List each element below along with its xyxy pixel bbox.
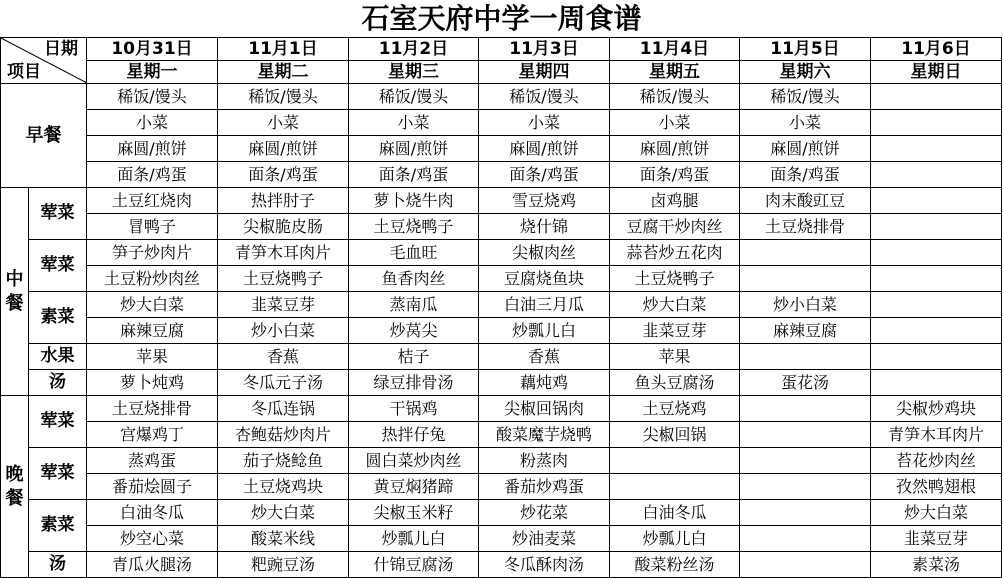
dish-cell: 尖椒玉米籽 — [349, 500, 479, 526]
date-header: 11月1日 — [218, 38, 349, 61]
category-label: 素菜 — [29, 292, 87, 344]
dish-cell: 尖椒回锅肉 — [479, 396, 610, 422]
dish-cell: 香蕉 — [479, 344, 610, 370]
meal-label-breakfast: 早餐 — [1, 84, 87, 188]
dish-cell: 尖椒肉丝 — [479, 240, 610, 266]
dish-cell: 稀饭/馒头 — [740, 84, 871, 110]
dish-cell: 番茄炒鸡蛋 — [479, 474, 610, 500]
dish-cell: 土豆烧鸭子 — [218, 266, 349, 292]
dish-cell: 萝卜炖鸡 — [87, 370, 218, 396]
dish-cell: 卤鸡腿 — [610, 188, 740, 214]
dish-cell: 冬瓜酥肉汤 — [479, 552, 610, 578]
dish-cell: 稀饭/馒头 — [87, 84, 218, 110]
category-label: 荤菜 — [29, 188, 87, 240]
dish-cell: 炒大白菜 — [610, 292, 740, 318]
dish-cell: 炒瓢儿白 — [610, 526, 740, 552]
dish-cell: 炒瓢儿白 — [479, 318, 610, 344]
dish-cell: 酸菜米线 — [218, 526, 349, 552]
dish-cell: 土豆烧排骨 — [740, 214, 871, 240]
dish-cell: 炒大白菜 — [87, 292, 218, 318]
dish-cell: 面条/鸡蛋 — [87, 162, 218, 188]
dish-cell: 麻圆/煎饼 — [610, 136, 740, 162]
dish-cell: 番茄烩圆子 — [87, 474, 218, 500]
dish-cell: 炒大白菜 — [871, 500, 1002, 526]
dish-cell: 炒小白菜 — [218, 318, 349, 344]
dish-cell: 炒小白菜 — [740, 292, 871, 318]
category-label: 荤菜 — [29, 240, 87, 292]
date-header: 11月5日 — [740, 38, 871, 61]
dish-cell — [871, 188, 1002, 214]
weekday-header: 星期三 — [349, 61, 479, 84]
dish-cell: 小菜 — [479, 110, 610, 136]
dish-cell: 藕炖鸡 — [479, 370, 610, 396]
dish-cell — [740, 474, 871, 500]
dish-cell: 尖椒炒鸡块 — [871, 396, 1002, 422]
dish-cell: 冒鸭子 — [87, 214, 218, 240]
dish-cell: 炒瓢儿白 — [349, 526, 479, 552]
dish-cell: 面条/鸡蛋 — [479, 162, 610, 188]
dish-cell — [740, 240, 871, 266]
dish-cell: 宫爆鸡丁 — [87, 422, 218, 448]
dish-cell: 稀饭/馒头 — [610, 84, 740, 110]
dish-cell — [871, 136, 1002, 162]
dish-cell: 土豆红烧肉 — [87, 188, 218, 214]
dish-cell: 热拌肘子 — [218, 188, 349, 214]
dish-cell: 面条/鸡蛋 — [740, 162, 871, 188]
dish-cell — [740, 344, 871, 370]
category-label: 荤菜 — [29, 396, 87, 448]
dish-cell: 苔花炒肉丝 — [871, 448, 1002, 474]
dish-cell: 面条/鸡蛋 — [610, 162, 740, 188]
date-header: 11月6日 — [871, 38, 1002, 61]
dish-cell: 韭菜豆芽 — [871, 526, 1002, 552]
dish-cell: 粑豌豆汤 — [218, 552, 349, 578]
dish-cell: 麻圆/煎饼 — [479, 136, 610, 162]
dish-cell: 小菜 — [740, 110, 871, 136]
dish-cell: 杏鲍菇炒肉片 — [218, 422, 349, 448]
weekday-header: 星期四 — [479, 61, 610, 84]
dish-cell: 萝卜烧牛肉 — [349, 188, 479, 214]
dish-cell: 白油冬瓜 — [87, 500, 218, 526]
dish-cell: 麻辣豆腐 — [740, 318, 871, 344]
dish-cell: 麻圆/煎饼 — [349, 136, 479, 162]
menu-table — [0, 37, 1002, 578]
dish-cell — [740, 500, 871, 526]
category-label: 荤菜 — [29, 448, 87, 500]
dish-cell: 鱼头豆腐汤 — [610, 370, 740, 396]
weekday-header: 星期一 — [87, 61, 218, 84]
dish-cell: 酸菜魔芋烧鸭 — [479, 422, 610, 448]
category-label: 汤 — [29, 370, 87, 396]
dish-cell — [740, 396, 871, 422]
dish-cell: 麻圆/煎饼 — [87, 136, 218, 162]
dish-cell: 冬瓜元子汤 — [218, 370, 349, 396]
dish-cell: 黄豆焖猪蹄 — [349, 474, 479, 500]
category-label: 汤 — [29, 552, 87, 578]
dish-cell: 土豆粉炒肉丝 — [87, 266, 218, 292]
dish-cell: 烧什锦 — [479, 214, 610, 240]
date-label: 日期 — [44, 39, 78, 59]
dish-cell: 蒜苔炒五花肉 — [610, 240, 740, 266]
dish-cell — [740, 266, 871, 292]
dish-cell: 麻辣豆腐 — [87, 318, 218, 344]
weekday-header: 星期五 — [610, 61, 740, 84]
item-label: 项目 — [7, 62, 41, 82]
weekday-header: 星期日 — [871, 61, 1002, 84]
dish-cell: 稀饭/馒头 — [349, 84, 479, 110]
dish-cell: 尖椒回锅 — [610, 422, 740, 448]
dish-cell: 蒸鸡蛋 — [87, 448, 218, 474]
dish-cell: 干锅鸡 — [349, 396, 479, 422]
dish-cell — [871, 266, 1002, 292]
dish-cell: 小菜 — [349, 110, 479, 136]
weekday-header: 星期六 — [740, 61, 871, 84]
dish-cell — [610, 448, 740, 474]
header-corner-cell — [1, 38, 87, 84]
dish-cell: 韭菜豆芽 — [610, 318, 740, 344]
dish-cell: 白油冬瓜 — [610, 500, 740, 526]
dish-cell — [871, 110, 1002, 136]
dish-cell: 炒莴尖 — [349, 318, 479, 344]
dish-cell — [740, 552, 871, 578]
dish-cell: 肉末酸豇豆 — [740, 188, 871, 214]
date-header: 11月2日 — [349, 38, 479, 61]
dish-cell: 茄子烧鲶鱼 — [218, 448, 349, 474]
dish-cell — [871, 370, 1002, 396]
dish-cell: 面条/鸡蛋 — [349, 162, 479, 188]
dish-cell: 酸菜粉丝汤 — [610, 552, 740, 578]
dish-cell: 什锦豆腐汤 — [349, 552, 479, 578]
dish-cell: 青笋木耳肉片 — [218, 240, 349, 266]
dish-cell — [871, 84, 1002, 110]
category-label: 水果 — [29, 344, 87, 370]
dish-cell — [871, 240, 1002, 266]
dish-cell: 桔子 — [349, 344, 479, 370]
dish-cell: 土豆烧排骨 — [87, 396, 218, 422]
dish-cell: 小菜 — [610, 110, 740, 136]
dish-cell: 青笋木耳肉片 — [871, 422, 1002, 448]
date-header: 10月31日 — [87, 38, 218, 61]
dish-cell: 稀饭/馒头 — [218, 84, 349, 110]
dish-cell: 苹果 — [87, 344, 218, 370]
meal-label-lunch: 中 餐 — [1, 188, 29, 396]
dish-cell — [610, 474, 740, 500]
dish-cell — [740, 422, 871, 448]
meal-label-dinner: 晚 餐 — [1, 396, 29, 578]
dish-cell — [871, 344, 1002, 370]
dish-cell: 青瓜火腿汤 — [87, 552, 218, 578]
dish-cell: 炒大白菜 — [218, 500, 349, 526]
dish-cell: 土豆烧鸭子 — [349, 214, 479, 240]
dish-cell — [871, 318, 1002, 344]
weekday-header: 星期二 — [218, 61, 349, 84]
date-header: 11月4日 — [610, 38, 740, 61]
dish-cell — [871, 292, 1002, 318]
dish-cell: 面条/鸡蛋 — [218, 162, 349, 188]
dish-cell — [871, 214, 1002, 240]
dish-cell: 麻圆/煎饼 — [740, 136, 871, 162]
dish-cell: 绿豆排骨汤 — [349, 370, 479, 396]
dish-cell: 豆腐烧鱼块 — [479, 266, 610, 292]
dish-cell: 炒空心菜 — [87, 526, 218, 552]
dish-cell: 小菜 — [87, 110, 218, 136]
dish-cell: 豆腐干炒肉丝 — [610, 214, 740, 240]
dish-cell: 炒油麦菜 — [479, 526, 610, 552]
dish-cell: 尖椒脆皮肠 — [218, 214, 349, 240]
dish-cell: 素菜汤 — [871, 552, 1002, 578]
dish-cell: 土豆烧鸭子 — [610, 266, 740, 292]
dish-cell — [740, 526, 871, 552]
page-title: 石室天府中学一周食谱 — [361, 2, 642, 35]
dish-cell: 炒花菜 — [479, 500, 610, 526]
dish-cell: 冬瓜连锅 — [218, 396, 349, 422]
dish-cell: 小菜 — [218, 110, 349, 136]
dish-cell: 韭菜豆芽 — [218, 292, 349, 318]
dish-cell: 雪豆烧鸡 — [479, 188, 610, 214]
dish-cell: 毛血旺 — [349, 240, 479, 266]
date-header: 11月3日 — [479, 38, 610, 61]
dish-cell: 孜然鸭翅根 — [871, 474, 1002, 500]
dish-cell: 笋子炒肉片 — [87, 240, 218, 266]
dish-cell: 苹果 — [610, 344, 740, 370]
dish-cell — [871, 162, 1002, 188]
dish-cell: 香蕉 — [218, 344, 349, 370]
dish-cell: 白油三月瓜 — [479, 292, 610, 318]
dish-cell: 土豆烧鸡 — [610, 396, 740, 422]
dish-cell: 热拌仔兔 — [349, 422, 479, 448]
dish-cell: 圆白菜炒肉丝 — [349, 448, 479, 474]
dish-cell: 粉蒸肉 — [479, 448, 610, 474]
category-label: 素菜 — [29, 500, 87, 552]
dish-cell: 蒸南瓜 — [349, 292, 479, 318]
dish-cell — [740, 448, 871, 474]
dish-cell: 麻圆/煎饼 — [218, 136, 349, 162]
dish-cell: 鱼香肉丝 — [349, 266, 479, 292]
dish-cell: 蛋花汤 — [740, 370, 871, 396]
dish-cell: 稀饭/馒头 — [479, 84, 610, 110]
dish-cell: 土豆烧鸡块 — [218, 474, 349, 500]
